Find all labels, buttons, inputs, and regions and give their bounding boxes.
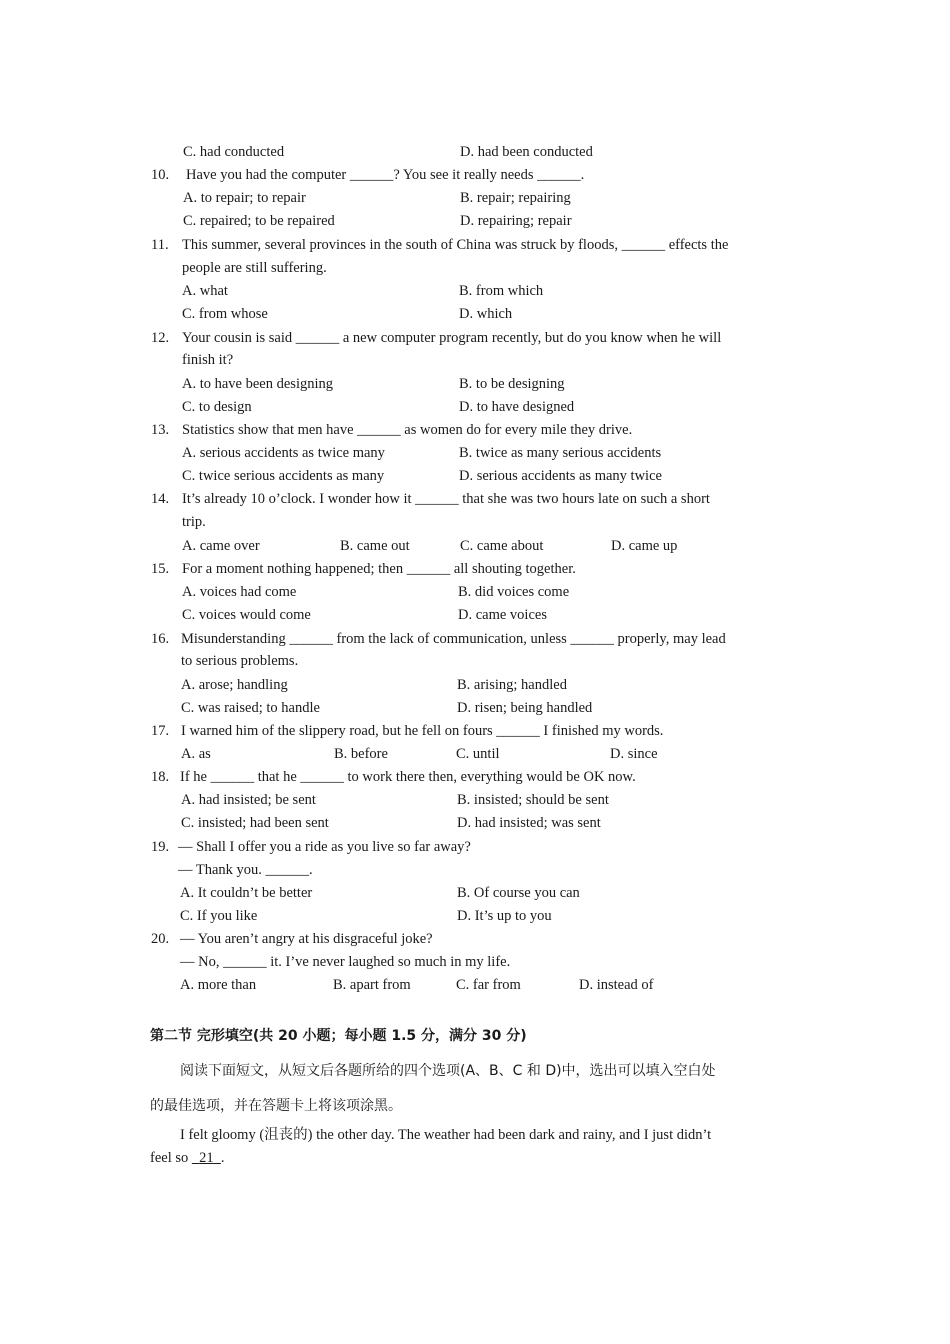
option-a: A. arose; handling xyxy=(181,677,288,693)
option-d: D. repairing; repair xyxy=(460,213,572,229)
question-stem-continued: to serious problems. xyxy=(181,653,299,669)
option-c: C. voices would come xyxy=(182,607,311,623)
option-c: C. repaired; to be repaired xyxy=(183,213,335,229)
option-c: C. insisted; had been sent xyxy=(181,815,329,831)
passage-line-2 xyxy=(150,1148,225,1168)
question-stem-continued: people are still suffering. xyxy=(182,260,327,276)
blank-21 xyxy=(192,1150,221,1166)
option-a: A. serious accidents as twice many xyxy=(182,445,385,461)
passage-line-1: I felt gloomy (沮丧的) the other day. The weather had been dark and rainy, and I just didn’t xyxy=(180,1127,712,1143)
section-heading: 第二节 完形填空(共 20 小题；每小题 1.5 分，满分 30 分) xyxy=(150,1028,527,1044)
option-d: D. had insisted; was sent xyxy=(457,815,601,831)
question-stem: Misunderstanding ______ from the lack of communication, unless ______ properly, may lead xyxy=(181,631,726,647)
option-c: C. twice serious accidents as many xyxy=(182,468,385,484)
option-c: C. until xyxy=(456,746,500,762)
option-b: B. to be designing xyxy=(459,376,565,392)
option-c: C. far from xyxy=(456,977,521,993)
option-d: D. instead of xyxy=(579,977,654,993)
option-c: C. to design xyxy=(182,399,252,415)
passage-text: feel so xyxy=(150,1150,189,1166)
option-b: B. arising; handled xyxy=(457,677,567,693)
option-b: B. Of course you can xyxy=(457,885,580,901)
question-stem: This summer, several provinces in the south of China was struck by floods, ______ effects the xyxy=(182,237,729,253)
option-a: A. came over xyxy=(182,538,260,554)
question-number: 11. xyxy=(151,237,169,253)
question-stem: Have you had the computer ______? You see it really needs ______. xyxy=(186,167,585,183)
option-c: C. was raised; to handle xyxy=(181,700,320,716)
option-a: A. to repair; to repair xyxy=(183,190,306,206)
question-number: 17. xyxy=(151,723,170,739)
option-a: A. had insisted; be sent xyxy=(181,792,316,808)
option-b: B. from which xyxy=(459,283,544,299)
option-a: A. to have been designing xyxy=(182,376,334,392)
question-number: 15. xyxy=(151,561,170,577)
q9-option-d: D. had been conducted xyxy=(460,144,593,160)
option-c: C. from whose xyxy=(182,306,268,322)
option-b: B. did voices come xyxy=(458,584,570,600)
question-number: 14. xyxy=(151,491,170,507)
option-c: C. If you like xyxy=(180,908,258,924)
question-number: 19. xyxy=(151,839,170,855)
option-d: D. It’s up to you xyxy=(457,908,552,924)
option-a: A. voices had come xyxy=(182,584,297,600)
option-d: D. since xyxy=(610,746,658,762)
passage-end: . xyxy=(220,1150,225,1166)
question-stem: For a moment nothing happened; then ______ all shouting together. xyxy=(182,561,576,577)
question-stem: Your cousin is said ______ a new computer program recently, but do you know when he will xyxy=(182,330,722,346)
option-b: B. before xyxy=(334,746,388,762)
option-c: C. came about xyxy=(460,538,544,554)
instruction-line-1: 阅读下面短文，从短文后各题所给的四个选项(A、B、C 和 D)中，选出可以填入空白处 xyxy=(180,1063,716,1079)
question-number: 20. xyxy=(151,931,170,947)
question-stem-continued: — Thank you. ______. xyxy=(178,862,313,878)
question-stem-continued: finish it? xyxy=(182,352,234,368)
instruction-line-2: 的最佳选项，并在答题卡上将该项涂黑。 xyxy=(150,1098,402,1114)
question-stem: — You aren’t angry at his disgraceful joke? xyxy=(180,931,433,947)
question-stem: I warned him of the slippery road, but he fell on fours ______ I finished my words. xyxy=(181,723,664,739)
question-stem: — Shall I offer you a ride as you live so far away? xyxy=(178,839,471,855)
question-stem: If he ______ that he ______ to work there then, everything would be OK now. xyxy=(180,769,636,785)
question-stem-continued: trip. xyxy=(182,514,206,530)
option-b: B. apart from xyxy=(333,977,411,993)
option-b: B. twice as many serious accidents xyxy=(459,445,662,461)
blank-number: 21 xyxy=(199,1150,214,1166)
option-a: A. It couldn’t be better xyxy=(180,885,313,901)
option-b: B. repair; repairing xyxy=(460,190,571,206)
option-a: A. as xyxy=(181,746,211,762)
option-b: B. came out xyxy=(340,538,410,554)
option-a: A. what xyxy=(182,283,228,299)
question-number: 16. xyxy=(151,631,170,647)
question-stem: It’s already 10 o’clock. I wonder how it ______ that she was two hours late on such a short xyxy=(182,491,710,507)
question-stem-continued: — No, ______ it. I’ve never laughed so much in my life. xyxy=(180,954,511,970)
option-d: D. risen; being handled xyxy=(457,700,593,716)
question-number: 18. xyxy=(151,769,170,785)
option-d: D. which xyxy=(459,306,513,322)
option-d: D. to have designed xyxy=(459,399,575,415)
question-number: 13. xyxy=(151,422,170,438)
question-number: 12. xyxy=(151,330,170,346)
question-stem: Statistics show that men have ______ as women do for every mile they drive. xyxy=(182,422,633,438)
question-number: 10. xyxy=(151,167,170,183)
option-d: D. came up xyxy=(611,538,678,554)
option-a: A. more than xyxy=(180,977,257,993)
q9-option-c: C. had conducted xyxy=(183,144,285,160)
option-d: D. serious accidents as many twice xyxy=(459,468,662,484)
option-d: D. came voices xyxy=(458,607,547,623)
option-b: B. insisted; should be sent xyxy=(457,792,609,808)
